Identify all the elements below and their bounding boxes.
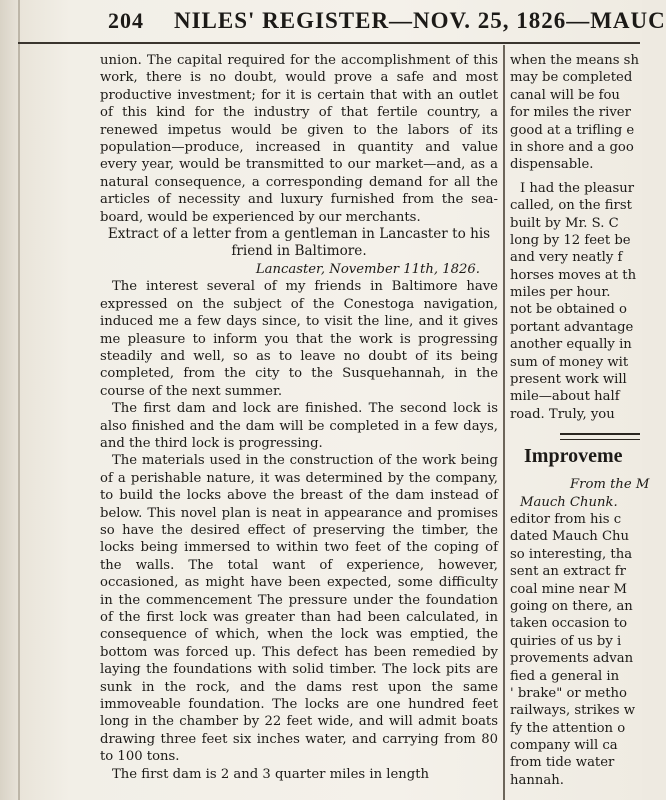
paragraph-interest: The interest several of my friends in Baltimore have expressed on the subject of the Conestoga navigation, induced me a few days since, to visit the line, and it gives me pleasure to inform you that the work is progressing steadily and well, so as to leave no doubt of its being completed, from the city to the Susquehannah, in the course of the next summer. [100,279,498,399]
paragraph-materials: The materials used in the construction of the work being of a perishable nature, it was determined by the company, to build the locks above the breast of the dam instead of below. This novel plan is neat in appearance and promises so have the desired effect of preserving the timber, the locks being immersed to within two feet of the coping of the walls. The total want of experience, however, occasioned, as might have been expected, some difficulty in the commencement The pressure under the foundation of the first lock was greater than had been calculated, in consequence of which, when the lock was emptied, the bottom was forced up. This defect has been remedied by laying the foundations with solid timber. The lock pits are sunk in the rock, and the dams rest upon the same immoveable foundation. The locks are one hundred feet long in the chamber by 22 feet wide, and will admit boats drawing three feet six inches water, and carrying from 80 to 100 tons. [100,453,498,765]
text-line: not be obtained o [510,302,627,318]
text-line: long by 12 feet be [510,232,631,248]
text-line: fied a general in [510,668,620,684]
page-header [18,0,666,44]
text-line: may be completed [510,70,633,86]
extract-title: Extract of a letter from a gentleman in Lancaster to his friend in Baltimore. [107,226,491,260]
paragraph-first-dam: The first dam and lock are finished. The second lock is also finished and the dam will be completed in a few days, and the third lock is progressing. [100,401,498,451]
text-line: fy the attention o [510,720,626,736]
right-text-top [510,52,640,174]
text-line: mile—about half [510,389,620,405]
paragraph-first-dam-length: The first dam is 2 and 3 quarter miles in length [112,766,430,782]
text-line: present work will [510,372,627,388]
text-line: and very neatly f [510,250,623,266]
text-line: Mauch Chunk. [520,494,618,510]
text-line: road. Truly, you [510,406,615,422]
right-text-bottom [510,494,640,790]
text-line: when the means sh [510,53,639,68]
text-line: portant advantage [510,319,634,335]
text-line: built by Mr. S. C [510,215,619,231]
right-text-mid [510,180,640,423]
text-line: hannah. [510,772,564,788]
text-line: going on there, an [510,598,633,614]
section-rule [560,433,640,440]
text-line: canal will be fou [510,87,620,103]
paragraph-union: union. The capital required for the accomplishment of this work, there is no doubt, would prove a safe and most productive investment; for it is certain that with an outlet of this kind for the industry of that fertile country, a renewed impetus would be given to the labors of its population—produce, increased in quantity and value every year, would be transmitted to our market—and, as a natural consequence, a corresponding demand for all the articles of necessity and luxury furnished from the sea-board, would be experienced by our merchants. [100,53,498,225]
text-line: provements advan [510,651,634,667]
text-line: ' brake" or metho [510,685,627,701]
text-line: quiries of us by i [510,633,622,649]
text-line: coal mine near M [510,581,627,597]
text-line: editor from his c [510,511,622,527]
text-line: company will ca [510,738,618,754]
section-title: Improveme [524,445,623,468]
text-line: sum of money wit [510,354,629,370]
text-line: railways, strikes w [510,703,635,719]
text-line: taken occasion to [510,616,628,632]
text-line: sent an extract fr [510,564,626,580]
right-column [510,52,650,800]
masthead: NILES' REGISTER—NOV. 25, 1826—MAUC [174,8,666,33]
left-column [100,52,498,800]
text-line: miles per hour. [510,285,611,301]
text-line: for miles the river [510,105,631,121]
column-divider [503,45,505,800]
text-line: I had the pleasur [520,180,635,196]
page-binding-edge [0,0,19,800]
source-line: From the M [570,477,650,493]
text-line: dispensable. [510,157,594,173]
text-line: dated Mauch Chu [510,529,630,545]
text-line: good at a trifling e [510,122,635,138]
text-line: horses moves at th [510,267,637,283]
text-line: another equally in [510,337,632,353]
text-line: from tide water [510,755,615,771]
text-line: so interesting, tha [510,546,633,562]
dateline: Lancaster, November 11th, 1826. [255,261,480,277]
page-number: 204 [108,8,144,33]
text-line: in shore and a goo [510,139,634,155]
text-line: called, on the first [510,198,632,214]
